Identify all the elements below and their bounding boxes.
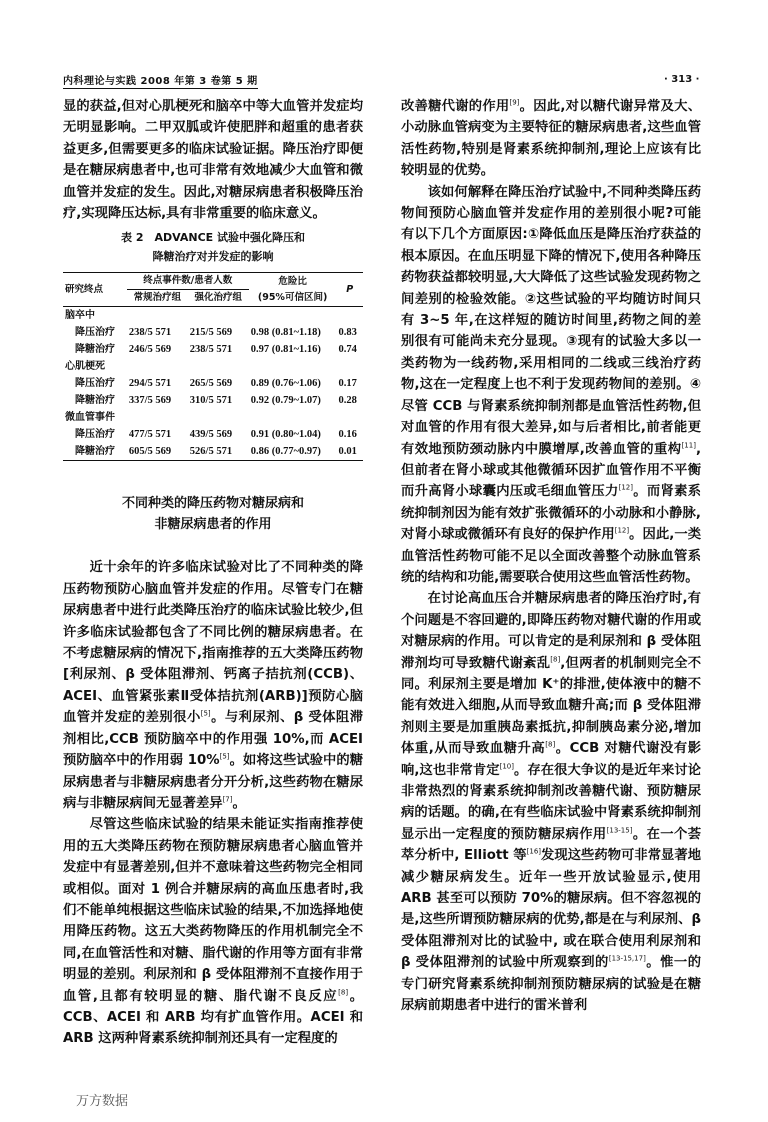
cell-standard: 605/5 569 [127, 443, 188, 461]
table-row [63, 392, 363, 409]
cell-standard: 337/5 569 [128, 395, 172, 407]
paragraph: 该如何解释在降压治疗试验中,不同种类降压药物间预防心脑血管并发症作用的差别很小呢?可能有以下几个方面原因:①降低血压是降压治疗获益的根本原因。在血压明显下降的情况下,使用各种降压药物获益都较明显,大大降低了这些试验发现药物之间差别的检验效能。②这些试验的平均随访时间只有 3~5 年,在这样短的随访时间里,药物之间的差别很有可能尚未充分显现。③现有的试验大多以一类药物为一线药物,采用相同的二线或三线治疗药物,这在一定程度上也不利于发现药物间的差别。④尽管 CCB 与肾素系统抑制剂都是血管活性药物,但对血管的作用有很大差异,如与后者相比,前者能更有效地预防颈动脉内中膜增厚,改善血管的重构[11],但前者在肾小球或其他微循环因扩血管作用不平衡而升高肾小球囊内压或毛细血管压力[12]。而肾素系统抑制剂因为能有效扩张微循环的小动脉和小静脉,对肾小球或微循环有良好的保护作用[12]。因此,一类血管活性药物可能不足以全面改善整个动脉血管系统的结构和功能,需要联合使用这些血管活性药物。 [401, 184, 702, 585]
citation[interactable]: [13-15] [606, 826, 633, 835]
citation[interactable]: [9] [509, 98, 520, 107]
cell-intensive: 265/5 569 [189, 378, 233, 390]
citation[interactable]: [12] [618, 483, 633, 492]
header-ci: (95%可信区间) [249, 290, 337, 307]
cell-p: 0.74 [338, 344, 357, 356]
table-caption-line-2: 降糖治疗对并发症的影响 [152, 250, 274, 264]
row-label: 降糖治疗 [75, 395, 115, 407]
paragraph: 尽管这些临床试验的结果未能证实指南推荐使用的五大类降压药物在预防糖尿病患者心脑血管并发症中有显著差别,但并不意味着这些药物完全相同或相似。面对 1 例合并糖尿病的高血压患者时,我们不能单纯根据这些临床试验的结果,不加选择地使用降压药物。这五大类药物降压的作用机制完全不同,在血管活性和对糖、脂代谢的作用等方面有非常明显的差别。利尿剂和 β 受体阻滞剂不直接作用于血管,且都有较明显的糖、脂代谢不良反应[8]。CCB、ACEI 和 ARB 均有扩血管作用。ACEI 和 ARB 这两种肾素系统抑制剂还具有一定程度的 [63, 817, 363, 1047]
header-standard: 常规治疗组 [127, 290, 188, 307]
citation[interactable]: [8] [338, 988, 349, 997]
wanfang-watermark: 万方数据 [76, 1094, 129, 1109]
citation[interactable]: [7] [222, 795, 233, 804]
table-group-label: 脑卒中 [65, 310, 95, 322]
section-heading [63, 493, 363, 535]
cell-hr: 0.86 (0.77~0.97) [249, 443, 337, 461]
citation[interactable]: [10] [499, 762, 514, 771]
paragraph: 改善糖代谢的作用[9]。因此,对以糖代谢异常及大、小动脉血管病变为主要特征的糖尿病患者,这些血管活性药物,特别是肾素系统抑制剂,理论上应该有比较明显的优势。 [401, 98, 701, 179]
paragraph: 近十余年的许多临床试验对比了不同种类的降压药物预防心脑血管并发症的作用。尽管专门在糖尿病患者中进行此类降压治疗的临床试验比较少,但许多临床试验都包含了不同比例的糖尿病患者。在不考虑糖尿病的情况下,指南推荐的五大类降压药物 [利尿剂、β 受体阻滞剂、钙离子拮抗剂(CCB)、ACEI、血管紧张素Ⅱ受体拮抗剂(ARB)]预防心脑血管并发症的差别很小[5]。与利尿剂、β 受体阻滞剂相比,CCB 预防脑卒中的作用强 10%,而 ACEI 预防脑卒中的作用弱 10%[5]。如将这些试验中的糖尿病患者与非糖尿病患者分开分析,这些药物在糖尿病与非糖尿病间无显著差异[7]。 [63, 560, 364, 811]
cell-standard: 294/5 571 [128, 378, 172, 390]
citation[interactable]: [8] [545, 740, 556, 749]
header-hr: 危险比 [249, 273, 337, 290]
cell-standard: 246/5 569 [128, 344, 172, 356]
section-heading-line-1: 不同种类的降压药物对糖尿病和 [121, 496, 304, 512]
table-row [63, 324, 363, 341]
cell-p: 0.28 [338, 395, 357, 407]
section-heading-line-2: 非糖尿病患者的作用 [154, 517, 272, 533]
row-label: 降压治疗 [75, 429, 115, 441]
cell-p: 0.01 [336, 443, 363, 461]
table-row [63, 426, 363, 443]
cell-p: 0.17 [338, 378, 357, 390]
advance-results-table [63, 272, 363, 461]
cell-hr: 0.92 (0.79~1.07) [250, 395, 321, 407]
header-p: P [336, 273, 363, 307]
paragraph: 在讨论高血压合并糖尿病患者的降压治疗时,有个问题是不容回避的,即降压药物对糖代谢的作用或对糖尿病的作用。可以肯定的是利尿剂和 β 受体阻滞剂均可导致糖代谢紊乱[8],但两者的机制则完全不同。利尿剂主要是增加 K⁺的排泄,使体液中的糖不能有效进入细胞,从而导致血糖升高;而 β 受体阻滞剂则主要是加重胰岛素抵抗,抑制胰岛素分泌,增加体重,从而导致血糖升高[8]。CCB 对糖代谢没有影响,这也非常肯定[10]。存在很大争议的是近年来讨论非常热烈的肾素系统抑制剂改善糖代谢、预防糖尿病的话题。的确,在有些临床试验中肾素系统抑制剂显示出一定程度的预防糖尿病作用[13-15]。在一个荟萃分析中, Elliott 等[16]发现这些药物可非常显著地减少糖尿病发生。近年一些开放试验显示,使用 ARB 甚至可以预防 70%的糖尿病。但不容忽视的是,这些所谓预防糖尿病的优势,都是在与利尿剂、β 受体阻滞剂对比的试验中, 或在联合使用利尿剂和 β 受体阻滞剂的试验中所观察到的[13-15,17]。惟一的专门研究肾素系统抑制剂预防糖尿病的试验是在糖尿病前期患者中进行的雷米普利 [401, 591, 702, 1014]
cell-intensive: 310/5 571 [189, 395, 233, 407]
right-column [401, 96, 701, 1016]
citation[interactable]: [5] [219, 752, 230, 761]
journal-running-header: 内科理论与实践 2008 年第 3 卷第 5 期 [63, 72, 258, 89]
citation[interactable]: [5] [200, 709, 211, 718]
citation[interactable]: [12] [614, 526, 630, 535]
cell-p: 0.16 [338, 429, 357, 441]
cell-standard: 477/5 571 [128, 429, 172, 441]
cell-hr: 0.97 (0.81~1.16) [250, 344, 321, 356]
citation[interactable]: [8] [550, 655, 561, 664]
row-label: 降压治疗 [75, 327, 115, 339]
cell-hr: 0.89 (0.76~1.06) [250, 378, 321, 390]
cell-hr: 0.98 (0.81~1.18) [250, 327, 321, 339]
table-row [63, 375, 363, 392]
cell-intensive: 439/5 569 [189, 429, 233, 441]
cell-p: 0.83 [338, 327, 357, 339]
header-intensive: 强化治疗组 [188, 290, 249, 307]
cell-standard: 238/5 571 [128, 327, 172, 339]
table-group-label: 心肌梗死 [65, 361, 105, 373]
left-column [63, 96, 363, 1050]
citation[interactable]: [13-15,17] [608, 954, 646, 963]
paragraph: 显的获益,但对心肌梗死和脑卒中等大血管并发症均无明显影响。二甲双胍或许使肥胖和超重的患者获益更多,但需要更多的临床试验证据。降压治疗即便是在糖尿病患者中,也可非常有效地减少大血管和微血管并发症的发生。因此,对糖尿病患者积极降压治疗,实现降压达标,具有非常重要的临床意义。 [63, 99, 363, 222]
table-caption-line-1: 表 2 ADVANCE 试验中强化降压和 [120, 231, 306, 245]
row-label: 降糖治疗 [63, 443, 127, 461]
cell-intensive: 238/5 571 [189, 344, 233, 356]
cell-intensive: 526/5 571 [188, 443, 249, 461]
table-group-label: 微血管事件 [65, 412, 115, 424]
page-number: · 313 · [664, 74, 700, 85]
row-label: 降压治疗 [75, 378, 115, 390]
table-row [63, 443, 363, 461]
table-row [63, 341, 363, 358]
header-events-group: 终点事件数/患者人数 [127, 273, 249, 290]
row-label: 降糖治疗 [75, 344, 115, 356]
citation[interactable]: [11] [681, 441, 696, 450]
cell-hr: 0.91 (0.80~1.04) [250, 429, 321, 441]
cell-intensive: 215/5 569 [189, 327, 233, 339]
header-endpoint: 研究终点 [63, 273, 127, 307]
table-caption [63, 228, 363, 266]
citation[interactable]: [16] [526, 847, 542, 856]
